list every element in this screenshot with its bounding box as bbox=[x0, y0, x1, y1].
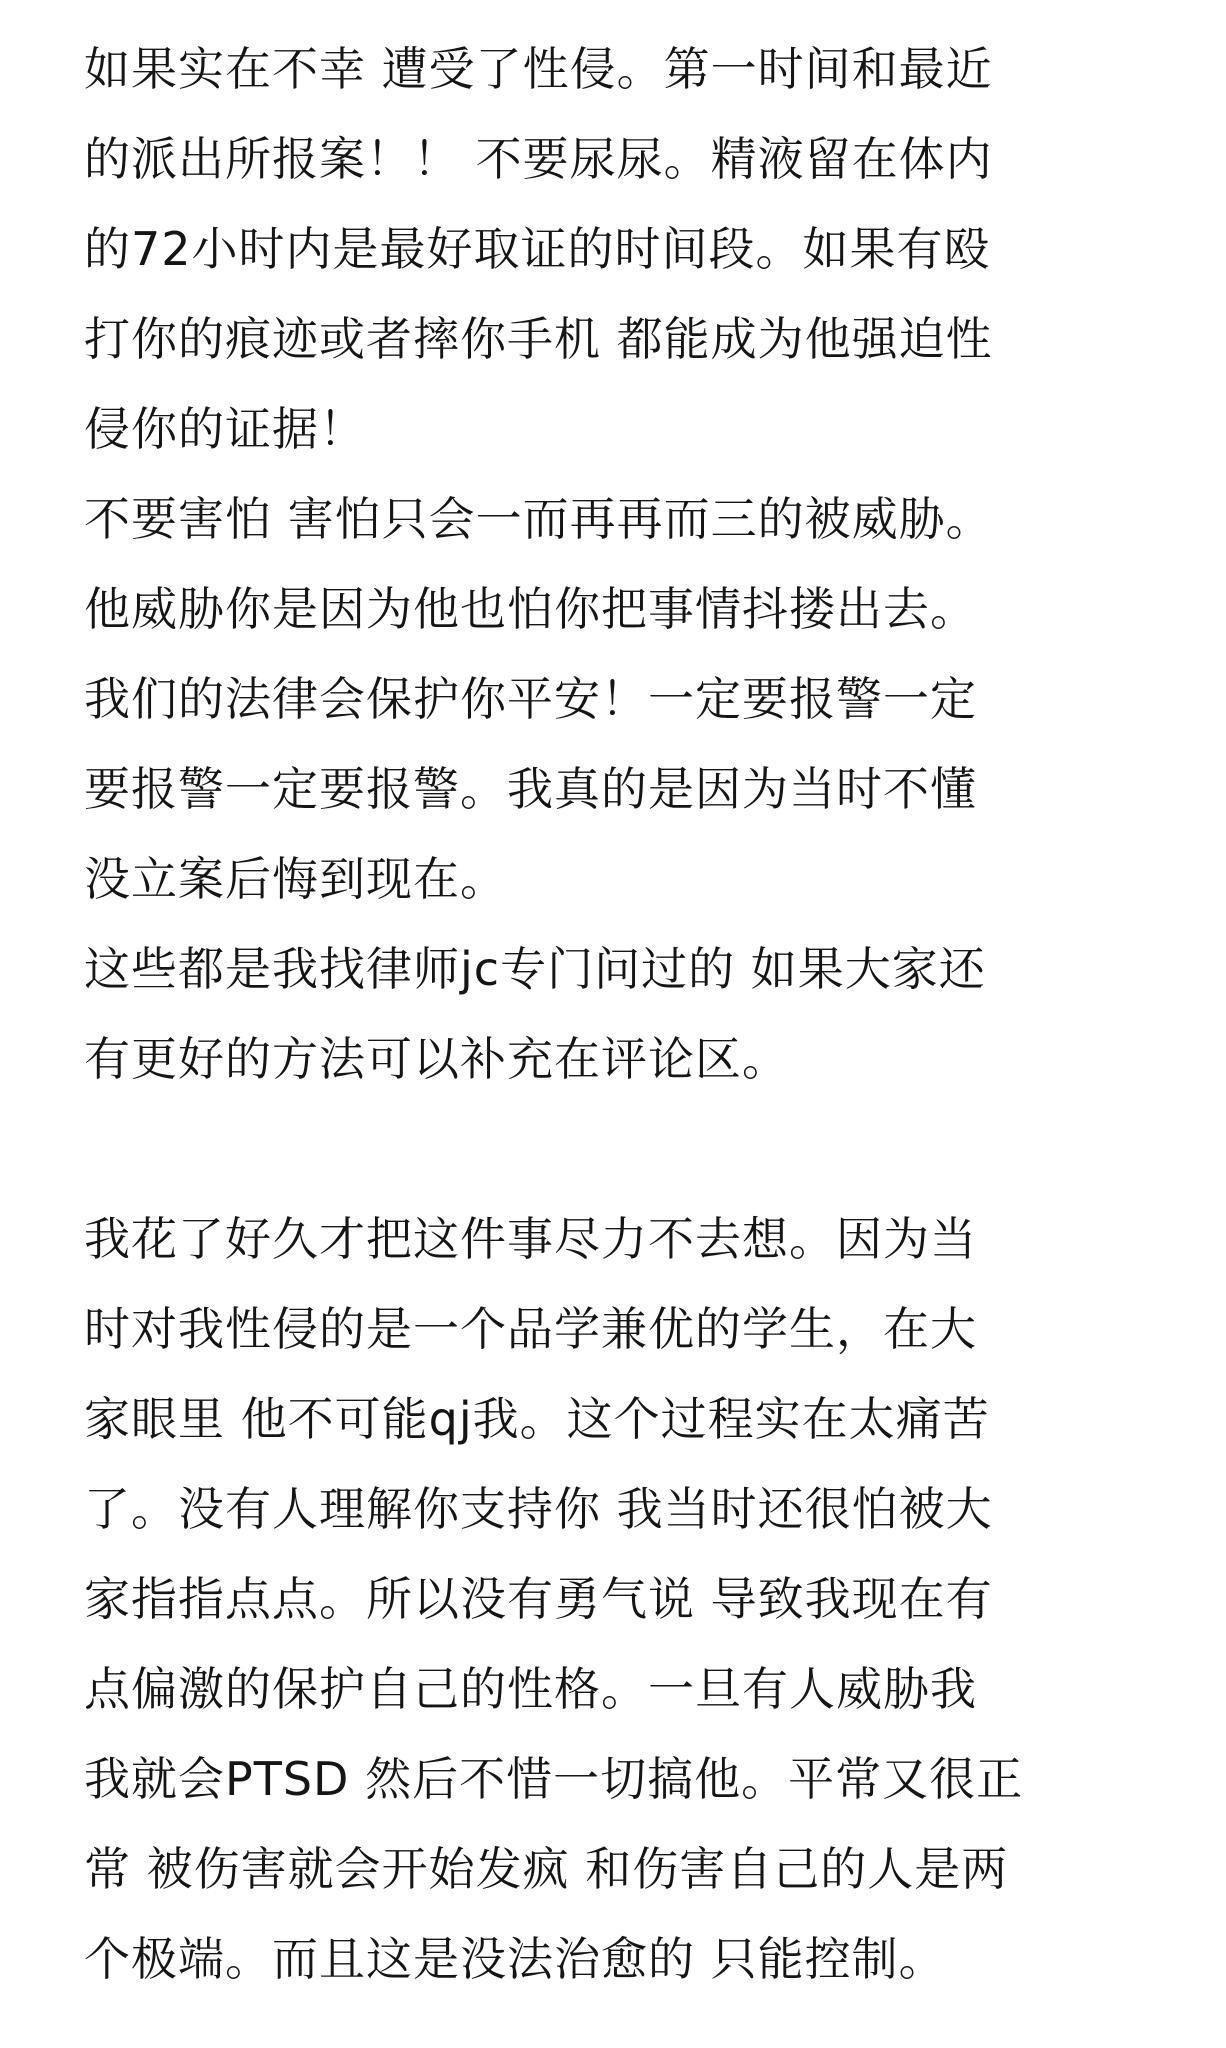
text-line: 不要害怕 害怕只会一而再再而三的被威胁。 bbox=[84, 492, 993, 546]
paragraph-lawyer-note bbox=[0, 924, 1226, 1104]
text-line: 有更好的方法可以补充在评论区。 bbox=[84, 1032, 789, 1086]
text-line: 我们的法律会保护你平安！一定要报警一定 bbox=[84, 672, 977, 726]
paragraph-report-advice bbox=[0, 24, 1226, 474]
text-line: 没立案后悔到现在。 bbox=[84, 852, 507, 906]
text-line: 点偏激的保护自己的性格。一旦有人威胁我 bbox=[84, 1662, 977, 1716]
text-line: 如果实在不幸 遭受了性侵。第一时间和最近 bbox=[84, 42, 993, 96]
text-line: 他威胁你是因为他也怕你把事情抖搂出去。 bbox=[84, 582, 977, 636]
text-line: 我花了好久才把这件事尽力不去想。因为当 bbox=[84, 1212, 977, 1266]
text-line: 时对我性侵的是一个品学兼优的学生，在大 bbox=[84, 1302, 977, 1356]
text-line: 个极端。而且这是没法治愈的 只能控制。 bbox=[84, 1932, 946, 1986]
paragraph-spacer bbox=[0, 1104, 1226, 1194]
text-line: 家指指点点。所以没有勇气说 导致我现在有 bbox=[84, 1572, 993, 1626]
text-line: 家眼里 他不可能qj我。这个过程实在太痛苦 bbox=[84, 1392, 990, 1446]
paragraph-personal-story bbox=[0, 1194, 1226, 2004]
text-line: 了。没有人理解你支持你 我当时还很怕被大 bbox=[84, 1482, 993, 1536]
text-line: 打你的痕迹或者摔你手机 都能成为他强迫性 bbox=[84, 312, 993, 366]
text-line: 的派出所报案！！ 不要尿尿。精液留在体内 bbox=[84, 132, 993, 186]
text-line: 要报警一定要报警。我真的是因为当时不懂 bbox=[84, 762, 977, 816]
text-line: 常 被伤害就会开始发疯 和伤害自己的人是两 bbox=[84, 1842, 1009, 1896]
text-line: 这些都是我找律师jc专门问过的 如果大家还 bbox=[84, 942, 986, 996]
text-line: 我就会PTSD 然后不惜一切搞他。平常又很正 bbox=[84, 1752, 1024, 1806]
paragraph-dont-be-afraid bbox=[0, 474, 1226, 924]
text-line: 的72小时内是最好取证的时间段。如果有殴 bbox=[84, 222, 991, 276]
text-line: 侵你的证据！ bbox=[84, 402, 366, 456]
